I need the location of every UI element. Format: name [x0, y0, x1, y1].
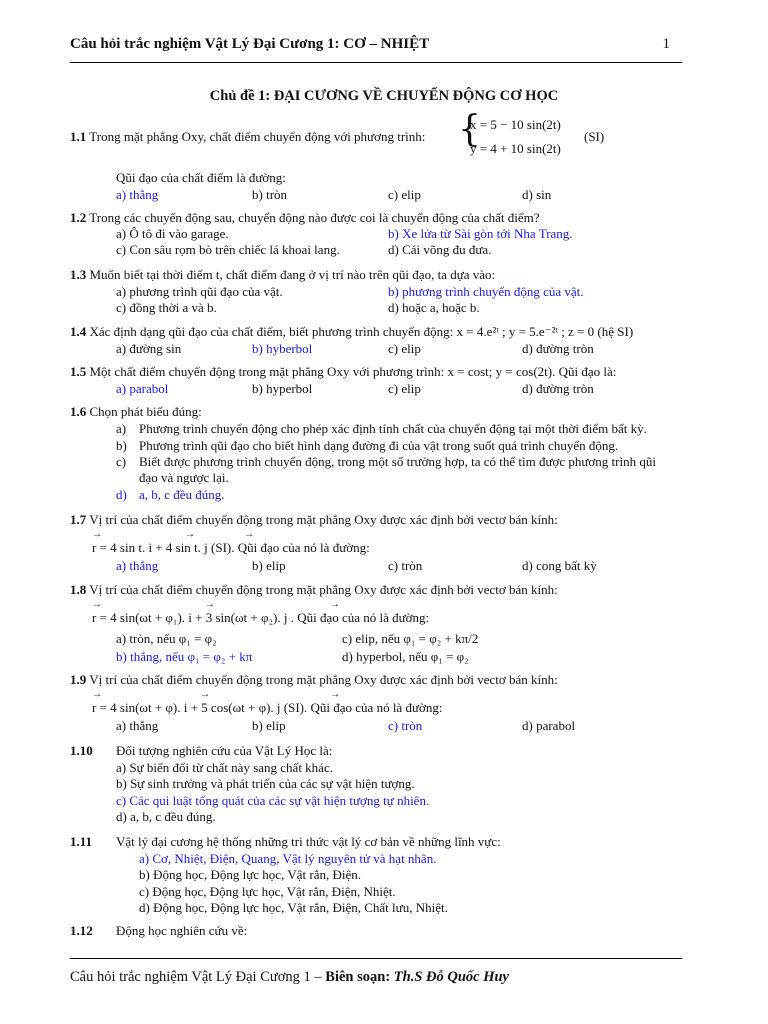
option-b: b) Sự sinh trưởng và phát triển của các sự vật hiện tượng.: [116, 776, 415, 791]
question-text: Trong các chuyển động sau, chuyển động nào được coi là chuyển động của chất điểm?: [89, 210, 540, 225]
vector-arrow-icon: →: [92, 529, 102, 540]
page-number: 1: [662, 36, 670, 52]
question-text: Chọn phát biểu đúng:: [89, 404, 202, 419]
footer-prefix: Câu hỏi trắc nghiệm Vật Lý Đại Cương 1 –: [70, 969, 326, 985]
option-b-label: b): [116, 438, 127, 453]
option-c: c) Các qui luật tổng quát của các sự vật hiện tượng tự nhiên.: [116, 793, 430, 808]
footer-author: Th.S Đỗ Quốc Huy: [393, 969, 509, 985]
option-c: c) elip: [388, 341, 421, 356]
question-1-5: [70, 364, 616, 380]
equation: r = 4 sin(ωt + φ₁). i + 3 sin(ωt + φ₂). j . Qũi đạo của nó là đường:: [92, 610, 430, 625]
question-number: 1.10: [70, 743, 93, 758]
option-b: Phương trình qũi đạo cho biết hình dạng đường đi của vật trong suốt quá trình chuyển động.: [139, 438, 619, 453]
question-number: 1.6: [70, 404, 87, 419]
equation-x: x = 5 − 10 sin(2t): [470, 117, 561, 132]
vector-arrow-icon: →: [330, 689, 340, 700]
question-1-6: [70, 404, 202, 420]
option-c: c) elip: [388, 381, 421, 396]
vector-arrow-icon: →: [185, 529, 195, 540]
question-number: 1.5: [70, 364, 87, 379]
option-b: b) tròn: [252, 187, 288, 202]
question-number: 1.9: [70, 672, 87, 687]
question-text: Xác định dạng qũi đạo của chất điểm, biết phương trình chuyển động:: [89, 324, 454, 339]
question-number: 1.7: [70, 512, 87, 527]
question-number: 1.3: [70, 267, 87, 282]
option-d: a, b, c đều đúng.: [139, 487, 225, 502]
option-d: d) parabol: [522, 718, 576, 733]
question-1-4: [70, 324, 633, 340]
option-d: d) a, b, c đều đúng.: [116, 809, 216, 824]
topic-title: Chủ đề 1: ĐẠI CƯƠNG VỀ CHUYỂN ĐỘNG CƠ HỌC: [209, 88, 559, 104]
option-c: c) đồng thời a và b.: [116, 300, 217, 315]
option-a-label: a): [116, 421, 127, 436]
vector-arrow-icon: →: [200, 689, 210, 700]
question-number: 1.12: [70, 923, 93, 938]
question-1-8: [70, 582, 558, 598]
vector-arrow-icon: →: [92, 689, 102, 700]
option-d: d) sin: [522, 187, 552, 202]
question-number: 1.8: [70, 582, 87, 597]
option-a: a) thẳng: [116, 187, 159, 202]
question-subtext: Qũi đạo của chất điểm là đường:: [116, 170, 286, 185]
option-a: a) phương trình qũi đạo của vật.: [116, 284, 283, 299]
option-b: b) phương trình chuyển động của vật.: [388, 284, 584, 299]
option-a: a) tròn, nếu φ₁ = φ₂: [116, 631, 217, 646]
option-d-label: d): [116, 487, 127, 502]
footer-label: Biên soạn:: [325, 969, 391, 985]
equation-y: y = 4 + 10 sin(2t): [470, 141, 561, 156]
option-a: a) parabol: [116, 381, 169, 396]
option-c-label: c): [116, 454, 127, 469]
option-b: b) elip: [252, 558, 286, 573]
question-1-3: [70, 267, 495, 283]
option-a: a) Cơ, Nhiệt, Điện, Quang, Vật lý nguyên tử và hạt nhân.: [139, 851, 437, 866]
brace-symbol: {: [458, 109, 481, 150]
option-b: b) elip: [252, 718, 286, 733]
option-c: c) Động học, Động lực học, Vật rắn, Điện, Nhiệt.: [139, 884, 396, 899]
option-c: c) tròn: [388, 558, 423, 573]
vector-arrow-icon: →: [244, 529, 254, 540]
option-d: d) đường tròn: [522, 381, 594, 396]
option-c-cont: đạo và ngược lại.: [139, 470, 229, 485]
question-number: 1.2: [70, 210, 87, 225]
question-text: Vị trí của chất điểm chuyển động trong mặt phẳng Oxy được xác định bởi vectơ bán kính:: [89, 582, 558, 597]
option-d: d) hoặc a, hoặc b.: [388, 300, 480, 315]
option-a: a) thẳng: [116, 718, 159, 733]
vector-arrow-icon: →: [92, 599, 102, 610]
option-a: a) thẳng: [116, 558, 159, 573]
option-c: c) elip, nếu φ₁ = φ₂ + kπ/2: [342, 631, 479, 646]
option-a: Phương trình chuyển động cho phép xác định tính chất của chuyển động tại một thời điểm bất kỳ.: [139, 421, 647, 436]
question-text: Động học nghiên cứu về:: [116, 923, 248, 938]
option-c: Biết được phương trình chuyển động, trong một số trường hợp, ta có thể tìm được phương trình qũi: [139, 454, 656, 469]
option-d: d) Cái võng đu đưa.: [388, 242, 492, 257]
option-d: d) Động học, Động lực học, Vật rắn, Điện, Chất lưu, Nhiệt.: [139, 900, 448, 915]
option-d: d) đường tròn: [522, 341, 594, 356]
equation: x = 4.e²ᵗ ; y = 5.e⁻²ᵗ ; z = 0 (hệ SI): [456, 324, 634, 339]
page-footer: [70, 958, 682, 986]
option-c: c) tròn: [388, 718, 423, 733]
option-d: d) cong bất kỳ: [522, 558, 597, 573]
question-number: 1.1: [70, 129, 87, 144]
question-text: Một chất điểm chuyển động trong mặt phẳng Oxy với phương trình: x = cost; y = cos(2t). Qũi đạo là:: [89, 364, 617, 379]
question-text: Vị trí của chất điểm chuyển động trong mặt phẳng Oxy được xác định bởi vectơ bán kính:: [89, 512, 558, 527]
question-text: Muốn biết tại thời điểm t, chất điểm đang ở vị trí nào trên qũi đạo, ta dựa vào:: [89, 267, 496, 282]
question-text: Vị trí của chất điểm chuyển động trong mặt phẳng Oxy được xác định bởi vectơ bán kính:: [89, 672, 558, 687]
option-b: b) Động học, Động lực học, Vật rắn, Điện.: [139, 867, 361, 882]
question-1-12-number: [70, 923, 93, 939]
option-a: a) đường sin: [116, 341, 182, 356]
option-c: c) Con sâu rọm bò trên chiếc lá khoai lang.: [116, 242, 340, 257]
question-1-1: [70, 129, 425, 145]
question-text: Đối tượng nghiên cứu của Vật Lý Học là:: [116, 743, 333, 758]
option-b: b) hyperbol: [252, 381, 313, 396]
option-b: b) thẳng, nếu φ₁ = φ₂ + kπ: [116, 649, 253, 664]
option-a: a) Sự biến đổi từ chất này sang chất khác.: [116, 760, 333, 775]
question-1-10-number: [70, 743, 93, 759]
vector-arrow-icon: →: [330, 599, 340, 610]
question-text: Vật lý đại cương hệ thống những tri thức vật lý cơ bản về những lĩnh vực:: [116, 834, 501, 849]
equation: r = 4 sin t. i + 4 sin t. j (SI). Qũi đạo của nó là đường:: [92, 540, 370, 555]
equation: r = 4 sin(ωt + φ). i + 5 cos(ωt + φ). j (SI). Qũi đạo của nó là đường:: [92, 700, 443, 715]
vector-arrow-icon: →: [205, 599, 215, 610]
question-number: 1.11: [70, 834, 93, 849]
question-1-2: [70, 210, 540, 226]
question-1-11-number: [70, 834, 92, 850]
question-number: 1.4: [70, 324, 87, 339]
option-b: b) hyberbol: [252, 341, 313, 356]
question-1-7: [70, 512, 558, 528]
page-header: [70, 34, 682, 63]
unit-label: (SI): [584, 129, 605, 144]
option-d: d) hyperbol, nếu φ₁ = φ₂: [342, 649, 469, 664]
option-b: b) Xe lửa từ Sài gòn tới Nha Trang.: [388, 226, 573, 241]
question-text: Trong mặt phẳng Oxy, chất điểm chuyển động với phương trình:: [89, 129, 426, 144]
option-c: c) elip: [388, 187, 421, 202]
question-1-9: [70, 672, 558, 688]
option-a: a) Ô tô đi vào garage.: [116, 226, 229, 241]
header-title: Câu hỏi trắc nghiệm Vật Lý Đại Cương 1: CƠ – NHIỆT: [70, 36, 430, 52]
